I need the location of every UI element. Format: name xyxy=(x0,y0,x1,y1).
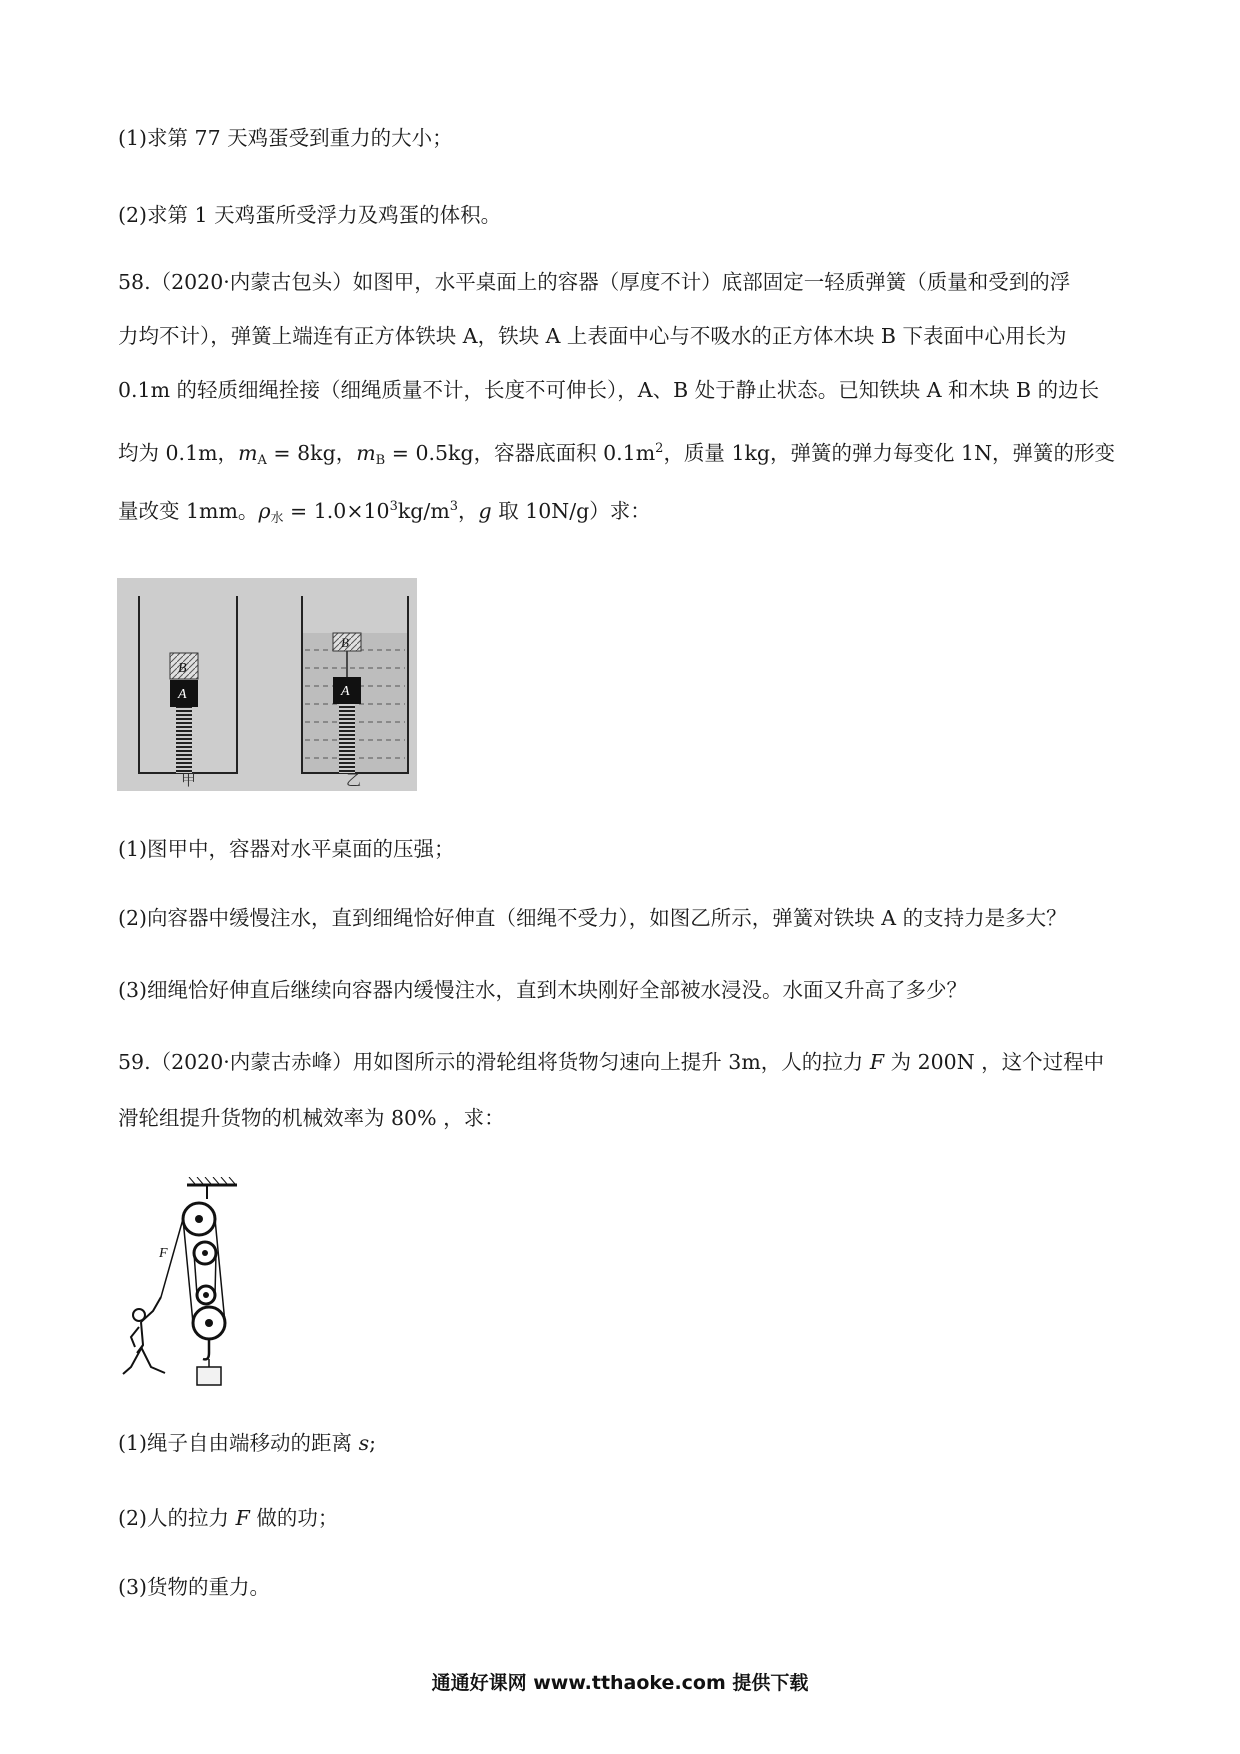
q59-sub1-a: (1)绳子自由端移动的距离 xyxy=(118,1431,359,1455)
q59-sub2 xyxy=(118,1503,1130,1533)
mass-a-subscript: A xyxy=(257,453,267,468)
label-a-left: A xyxy=(178,687,187,702)
q59-sub1 xyxy=(118,1428,1130,1458)
q58-line4-a: 均为 0.1m， xyxy=(118,441,239,465)
area-superscript: 2 xyxy=(655,441,664,456)
q59-line1 xyxy=(118,1047,1130,1077)
q58-line5-a: 量改变 1mm。 xyxy=(118,499,259,523)
container-right xyxy=(302,596,408,773)
mass-a-value: = 8kg xyxy=(266,441,336,465)
q57-sub1: (1)求第 77 天鸡蛋受到重力的大小； xyxy=(118,126,453,150)
q58-line2: 力均不计），弹簧上端连有正方体铁块 A，铁块 A 上表面中心与不吸水的正方体木块 B 下表面中心用长为 xyxy=(118,324,1067,348)
caption-left: 甲 xyxy=(181,771,197,789)
force-symbol: F xyxy=(869,1050,885,1074)
q58-sub1: (1)图甲中，容器对水平桌面的压强； xyxy=(118,837,455,861)
q59-line1-b: 为 200N ，这个过程中 xyxy=(884,1050,1105,1074)
mass-b-subscript: B xyxy=(375,453,386,468)
q58-line4 xyxy=(118,434,1130,476)
rho-unit-exponent: 3 xyxy=(449,499,459,514)
ceiling-hatch xyxy=(189,1177,235,1184)
label-b-left: B xyxy=(178,661,187,676)
label-b-right: B xyxy=(341,635,349,650)
rho-subscript: 水 xyxy=(270,511,284,526)
spring-right xyxy=(339,704,355,773)
q58-line3: 0.1m 的轻质细绳拴接（细绳质量不计，长度不可伸长），A、B 处于静止状态。已知铁块 A 和木块 B 的边长 xyxy=(118,378,1100,402)
q58-line4-c: ，质量 1kg，弹簧的弹力每变化 1N，弹簧的形变 xyxy=(663,441,1116,465)
rho-exponent: 3 xyxy=(389,499,398,514)
spring-left xyxy=(176,707,192,773)
q59-sub2-a: (2)人的拉力 xyxy=(118,1506,236,1530)
q58-sub2: (2)向容器中缓慢注水，直到细绳恰好伸直（细绳不受力），如图乙所示，弹簧对铁块 A 的支持力是多大？ xyxy=(118,906,1067,930)
cargo xyxy=(197,1367,221,1385)
caption-right: 乙 xyxy=(346,771,362,789)
container-left xyxy=(139,596,237,773)
force-label: F xyxy=(159,1246,168,1261)
label-a-right: A xyxy=(341,684,350,699)
person xyxy=(123,1297,165,1374)
force-symbol-2: F xyxy=(235,1506,250,1530)
container-figure xyxy=(117,578,417,791)
q58-line1: 58.（2020·内蒙古包头）如图甲，水平桌面上的容器（厚度不计）底部固定一轻质弹簧（质量和受到的浮 xyxy=(118,270,1071,294)
q59-sub1-b: ; xyxy=(369,1431,377,1455)
q58-line5-b: ， xyxy=(458,499,479,523)
rho-symbol: ρ xyxy=(258,499,271,523)
g-symbol: g xyxy=(478,499,492,523)
q58-sub3: (3)细绳恰好伸直后继续向容器内缓慢注水，直到木块刚好全部被水浸没。水面又升高了多少？ xyxy=(118,978,968,1002)
hook xyxy=(203,1339,209,1359)
q58-line4-b: ，容器底面积 0.1m xyxy=(473,441,656,465)
footer-credit: 通通好课网 www.tthaoke.com 提供下载 xyxy=(431,1672,809,1694)
q57-sub2: (2)求第 1 天鸡蛋所受浮力及鸡蛋的体积。 xyxy=(118,203,502,227)
rho-unit: kg/m xyxy=(397,499,450,523)
separator: ， xyxy=(335,441,357,465)
rho-value: = 1.0×10 xyxy=(283,499,390,523)
q59-sub3: (3)货物的重力。 xyxy=(118,1575,271,1599)
q59-line2: 滑轮组提升货物的机械效率为 80% ，求： xyxy=(118,1106,505,1130)
mass-a-symbol: m xyxy=(238,441,258,465)
q59-line1-a: 59.（2020·内蒙古赤峰）用如图所示的滑轮组将货物匀速向上提升 3m，人的拉力 xyxy=(118,1050,870,1074)
pulley-figure xyxy=(117,1177,252,1390)
q58-line5 xyxy=(118,492,1130,534)
mass-b-value: = 0.5kg xyxy=(385,441,474,465)
container-diagram xyxy=(117,578,417,791)
mass-b-symbol: m xyxy=(356,441,376,465)
q58-line5-c: 取 10N/g）求： xyxy=(491,499,651,523)
distance-symbol: s xyxy=(358,1431,370,1455)
pulley-diagram xyxy=(117,1177,252,1390)
q59-sub2-b: 做的功； xyxy=(249,1506,339,1530)
